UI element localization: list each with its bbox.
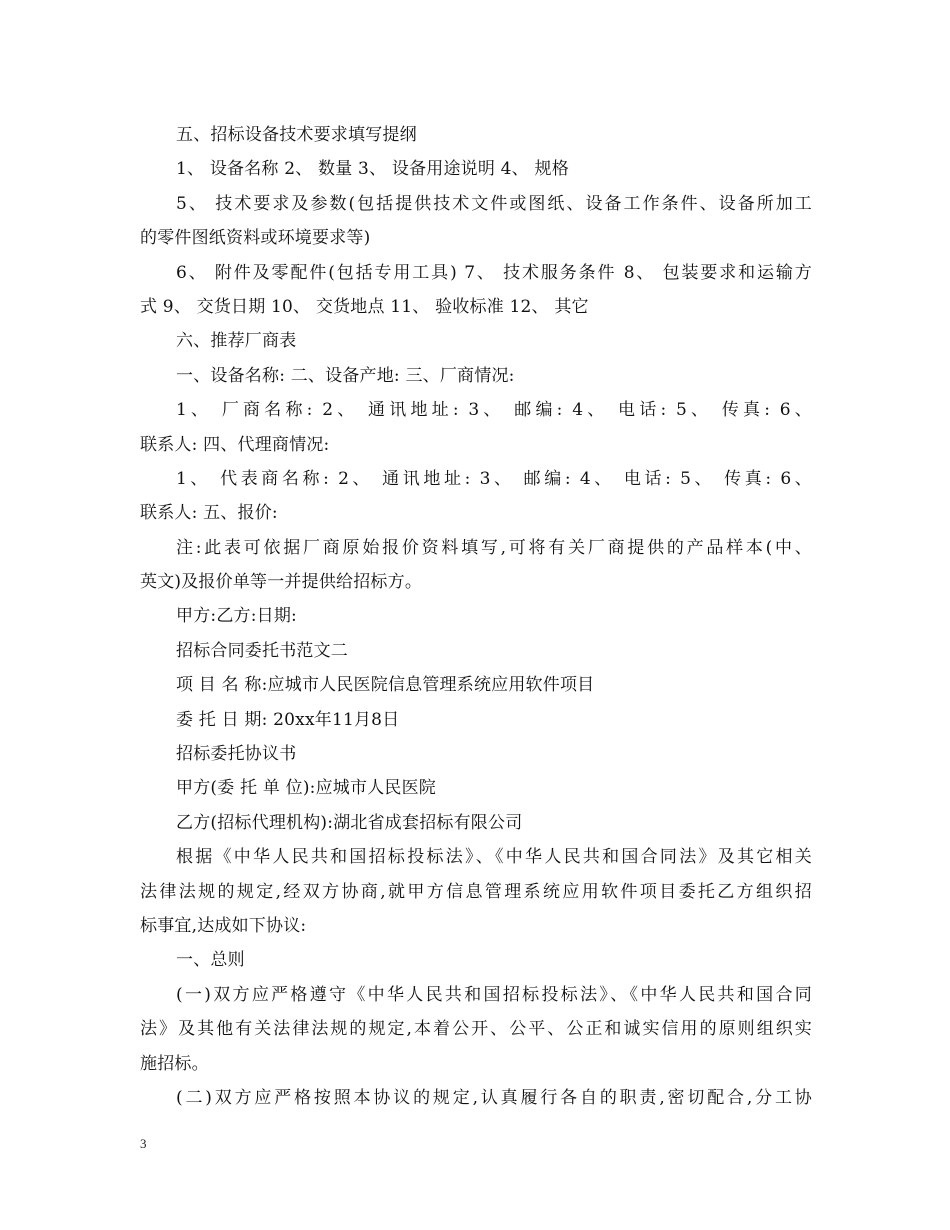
- text-line: 招标委托协议书: [176, 744, 297, 765]
- text-line: 标事宜,达成如下协议:: [140, 915, 307, 936]
- text-line: 5、 技术要求及参数(包括提供技术文件或图纸、设备工作条件、设备所加工: [176, 193, 812, 214]
- text-line: 1、 设备名称 2、 数量 3、 设备用途说明 4、 规格: [176, 159, 569, 180]
- text-line: 一、总则: [176, 950, 245, 971]
- text-line: 6、 附件及零配件(包括专用工具) 7、 技术服务条件 8、 包装要求和运输方: [176, 262, 812, 283]
- text-line: 联系人: 四、代理商情况:: [140, 434, 330, 455]
- text-line: 根据《中华人民共和国招标投标法》、《中华人民共和国合同法》及其它相关: [176, 847, 812, 868]
- document-body: [140, 118, 812, 1115]
- text-line: 式 9、 交货日期 10、 交货地点 11、 验收标准 12、 其它: [140, 296, 589, 317]
- text-line: 委 托 日 期: 20xx年11月8日: [176, 709, 400, 730]
- text-line: 甲方:乙方:日期:: [176, 606, 297, 627]
- text-line: 项 目 名 称:应城市人民医院信息管理系统应用软件项目: [176, 675, 595, 696]
- text-line: 乙方(招标代理机构):湖北省成套招标有限公司: [176, 812, 523, 833]
- page-number: 3: [140, 1136, 147, 1151]
- text-line: 招标合同委托书范文二: [176, 640, 348, 661]
- text-line: 1、 代表商名称: 2、 通讯地址: 3、 邮编: 4、 电话: 5、 传真: 6、: [176, 468, 812, 489]
- text-line: 法律法规的规定,经双方协商,就甲方信息管理系统应用软件项目委托乙方组织招: [140, 881, 812, 902]
- text-line: 联系人: 五、报价:: [140, 503, 278, 524]
- text-line: 甲方(委 托 单 位):应城市人民医院: [176, 778, 437, 799]
- text-line: (二)双方应严格按照本协议的规定,认真履行各自的职责,密切配合,分工协: [176, 1087, 812, 1108]
- text-line: (一)双方应严格遵守《中华人民共和国招标投标法》、《中华人民共和国合同: [176, 984, 812, 1005]
- text-line: 施招标。: [140, 1053, 209, 1074]
- text-line: 1、 厂商名称: 2、 通讯地址: 3、 邮编: 4、 电话: 5、 传真: 6、: [176, 400, 812, 421]
- text-line: 的零件图纸资料或环境要求等): [140, 228, 371, 249]
- text-line: 六、推荐厂商表: [176, 331, 297, 352]
- text-line: 法》及其他有关法律法规的规定,本着公开、公平、公正和诚实信用的原则组织实: [140, 1019, 812, 1040]
- text-line: 英文)及报价单等一并提供给招标方。: [140, 572, 423, 593]
- text-line: 一、设备名称: 二、设备产地: 三、厂商情况:: [176, 365, 515, 386]
- text-line: 五、招标设备技术要求填写提纲: [176, 125, 417, 145]
- text-line: 注:此表可依据厂商原始报价资料填写,可将有关厂商提供的产品样本(中、: [176, 537, 812, 558]
